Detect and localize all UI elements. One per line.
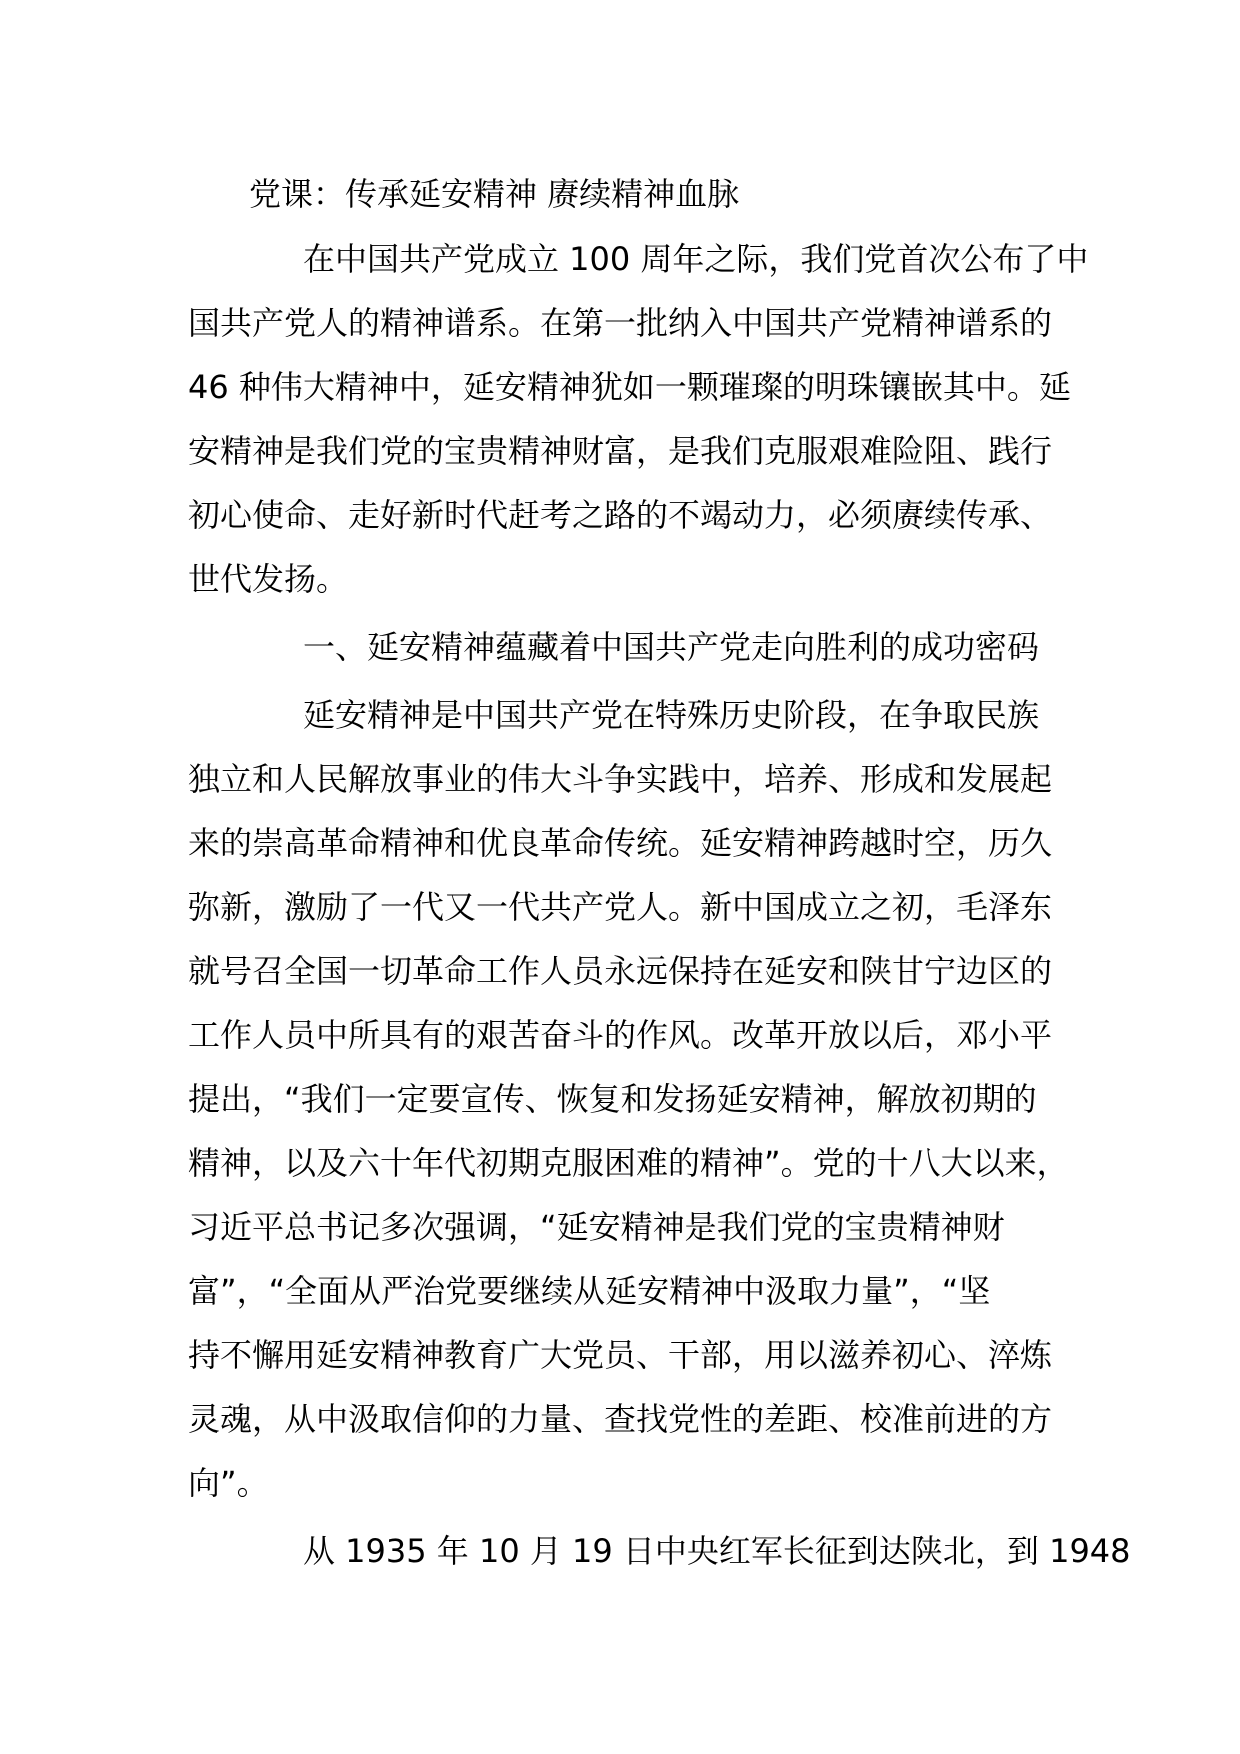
paragraph-line: 在中国共产党成立 100 周年之际，我们党首次公布了中 bbox=[303, 240, 1089, 278]
section-heading: 一、延安精神蕴藏着中国共产党走向胜利的成功密码 bbox=[303, 628, 1040, 666]
paragraph-line: 向”。 bbox=[188, 1464, 269, 1502]
document-title: 党课：传承延安精神 赓续精神血脉 bbox=[249, 175, 740, 213]
paragraph-line: 世代发扬。 bbox=[188, 560, 349, 598]
paragraph-line: 就号召全国一切革命工作人员永远保持在延安和陕甘宁边区的 bbox=[188, 952, 1053, 990]
paragraph-line: 从 1935 年 10 月 19 日中央红军长征到达陕北，到 1948 bbox=[303, 1532, 1131, 1570]
paragraph-line: 来的崇高革命精神和优良革命传统。延安精神跨越时空，历久 bbox=[188, 824, 1053, 862]
paragraph-line: 国共产党人的精神谱系。在第一批纳入中国共产党精神谱系的 bbox=[188, 304, 1053, 342]
paragraph-line: 初心使命、走好新时代赶考之路的不竭动力，必须赓续传承、 bbox=[188, 496, 1053, 534]
paragraph-line: 持不懈用延安精神教育广大党员、干部，用以滋养初心、淬炼 bbox=[188, 1336, 1053, 1374]
paragraph-line: 独立和人民解放事业的伟大斗争实践中，培养、形成和发展起 bbox=[188, 760, 1053, 798]
paragraph-line: 工作人员中所具有的艰苦奋斗的作风。改革开放以后，邓小平 bbox=[188, 1016, 1053, 1054]
paragraph-line: 灵魂，从中汲取信仰的力量、查找党性的差距、校准前进的方 bbox=[188, 1400, 1053, 1438]
paragraph-line: 富”，“全面从严治党要继续从延安精神中汲取力量”，“坚 bbox=[188, 1272, 991, 1310]
paragraph-line: 弥新，激励了一代又一代共产党人。新中国成立之初，毛泽东 bbox=[188, 888, 1053, 926]
paragraph-line: 精神，以及六十年代初期克服困难的精神”。党的十八大以来， bbox=[188, 1144, 1069, 1182]
paragraph-line: 延安精神是中国共产党在特殊历史阶段，在争取民族 bbox=[303, 696, 1040, 734]
paragraph-line: 安精神是我们党的宝贵精神财富，是我们克服艰难险阻、践行 bbox=[188, 432, 1053, 470]
paragraph-line: 46 种伟大精神中，延安精神犹如一颗璀璨的明珠镶嵌其中。延 bbox=[188, 368, 1071, 406]
paragraph-line: 提出，“我们一定要宣传、恢复和发扬延安精神，解放初期的 bbox=[188, 1080, 1037, 1118]
paragraph-line: 习近平总书记多次强调，“延安精神是我们党的宝贵精神财 bbox=[188, 1208, 1005, 1246]
